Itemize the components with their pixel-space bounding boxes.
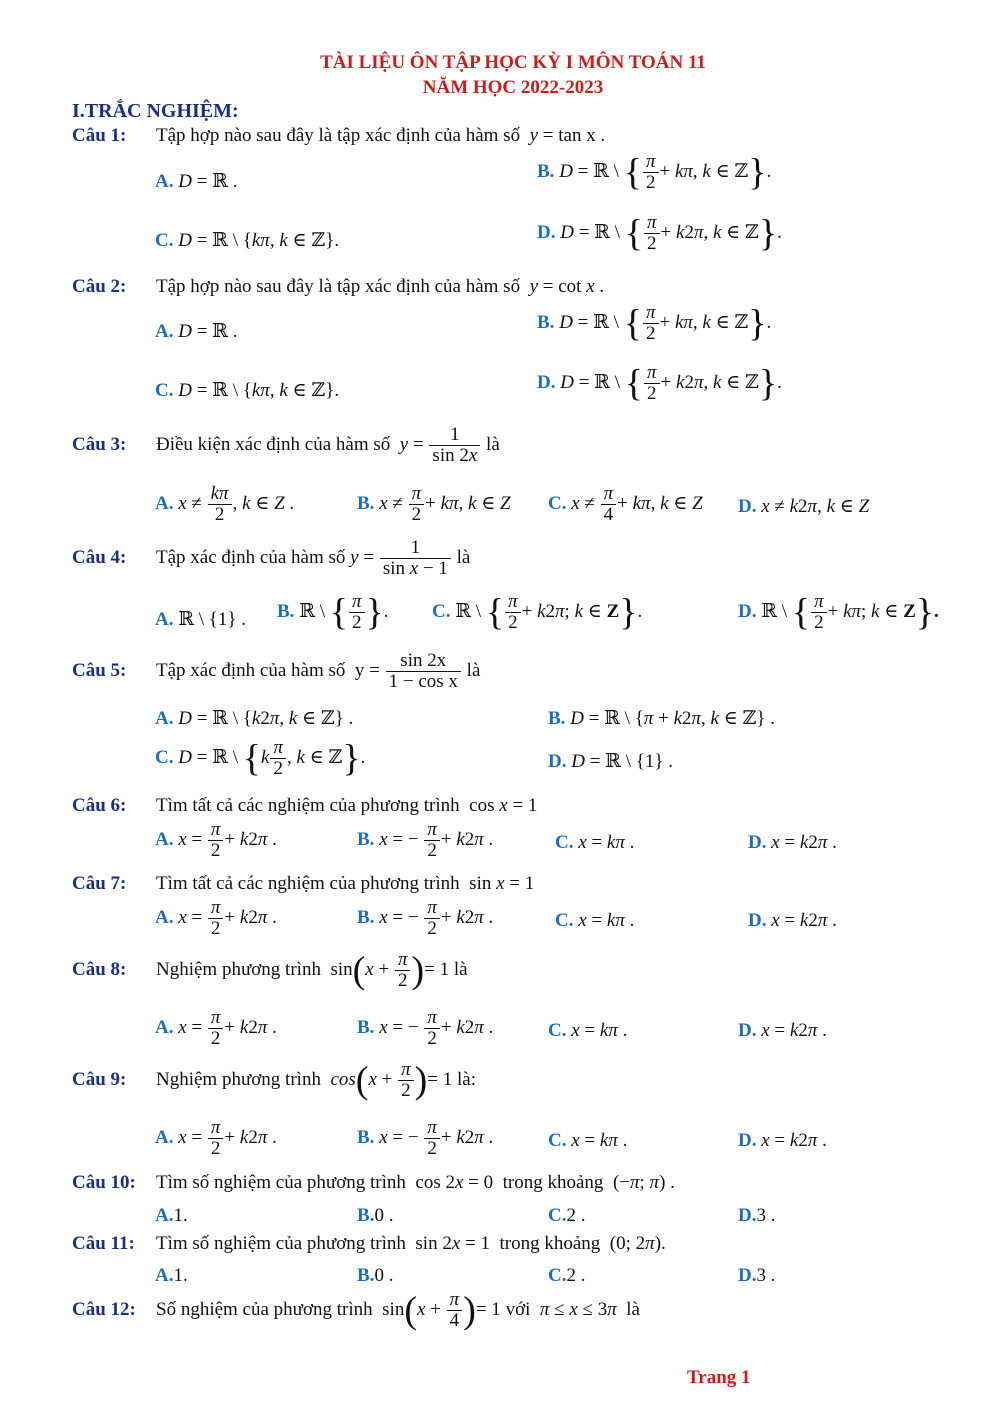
question-8: Câu 8: Nghiệm phương trình sin(x + $\frac{\pi}{2}$ )= 1 là	[72, 949, 468, 992]
option-11d[interactable]: D.3 .	[738, 1265, 776, 1286]
option-9b[interactable]: B. x = − $\frac{\pi}{2}$ + k2π .	[357, 1117, 494, 1159]
option-11b[interactable]: B.0 .	[357, 1265, 394, 1286]
option-3b[interactable]: B. x ≠ $\frac{\pi}{2}$ + kπ, k ∈ Z	[357, 483, 511, 525]
option-8d[interactable]: D. x = k2π .	[738, 1020, 827, 1041]
question-5: Câu 5: Tập xác định của hàm số y = $\frac{\sin 2x}{\text{1 − cos x}}$ là	[72, 650, 481, 692]
option-6b[interactable]: B. x = − $\frac{\pi}{2}$ + k2π .	[357, 819, 494, 861]
option-3d[interactable]: D. x ≠ k2π, k ∈ Z	[738, 496, 870, 517]
option-9a[interactable]: A. x = $\frac{\pi}{2}$ + k2π .	[155, 1117, 277, 1159]
option-9d[interactable]: D. x = k2π .	[738, 1130, 827, 1151]
question-1: Câu 1: Tập hợp nào sau đây là tập xác định của hàm số y = tan x .	[72, 125, 606, 146]
option-6c[interactable]: C. x = kπ .	[555, 832, 635, 853]
option-5b[interactable]: B. D = ℝ \ {π + k2π, k ∈ ℤ} .	[548, 708, 776, 729]
question-9: Câu 9: Nghiệm phương trình cos(x + $\frac{\pi}{2}$ )= 1 là:	[72, 1059, 476, 1102]
option-5d[interactable]: D. D = ℝ \ {1} .	[548, 751, 673, 772]
option-3a[interactable]: A. x ≠ $\frac{k\pi}{2}$ , k ∈ Z .	[155, 483, 295, 525]
option-7b[interactable]: B. x = − $\frac{\pi}{2}$ + k2π .	[357, 897, 494, 939]
option-1c[interactable]: C. D = ℝ \ {kπ, k ∈ ℤ}.	[155, 230, 340, 251]
option-5c[interactable]: C. D = ℝ \ {k $\frac{\pi}{2}$ , k ∈ ℤ}.	[155, 737, 366, 780]
question-10: Câu 10: Tìm số nghiệm của phương trình cos 2x = 0 trong khoảng (−π; π) .	[72, 1172, 675, 1193]
option-8a[interactable]: A. x = $\frac{\pi}{2}$ + k2π .	[155, 1007, 277, 1049]
option-1a[interactable]: A. D = ℝ .	[155, 171, 238, 192]
option-7d[interactable]: D. x = k2π .	[748, 910, 837, 931]
option-6a[interactable]: A. x = $\frac{\pi}{2}$ + k2π .	[155, 819, 277, 861]
option-8b[interactable]: B. x = − $\frac{\pi}{2}$ + k2π .	[357, 1007, 494, 1049]
option-4c[interactable]: C. ℝ \ { $\frac{\pi}{2}$ + k2π; k ∈ Z}.	[432, 591, 643, 634]
option-9c[interactable]: C. x = kπ .	[548, 1130, 628, 1151]
option-2d[interactable]: D. D = ℝ \ { $\frac{\pi}{2}$ + k2π, k ∈ ℤ}.	[537, 362, 782, 405]
question-2: Câu 2: Tập hợp nào sau đây là tập xác định của hàm số y = cot x .	[72, 276, 605, 297]
option-8c[interactable]: C. x = kπ .	[548, 1020, 628, 1041]
option-6d[interactable]: D. x = k2π .	[748, 832, 837, 853]
question-3: Câu 3: Điều kiện xác định của hàm số y = $\frac{1}{\sin 2x}$ là	[72, 424, 500, 466]
option-2a[interactable]: A. D = ℝ .	[155, 321, 238, 342]
option-4a[interactable]: A. ℝ \ {1} .	[155, 609, 247, 630]
option-2b[interactable]: B. D = ℝ \ { $\frac{\pi}{2}$ + kπ, k ∈ ℤ}.	[537, 302, 772, 345]
question-text: Tập hợp nào sau đây là tập xác định của hàm số	[156, 125, 521, 146]
option-3c[interactable]: C. x ≠ $\frac{\pi}{4}$ + kπ, k ∈ Z	[548, 483, 703, 525]
option-4d[interactable]: D. ℝ \ { $\frac{\pi}{2}$ + kπ; k ∈ Z}.	[738, 591, 939, 634]
option-5a[interactable]: A. D = ℝ \ {k2π, k ∈ ℤ} .	[155, 708, 354, 729]
question-4: Câu 4: Tập xác định của hàm số y = $\frac{1}{\text{sin x − 1}}$ là	[72, 537, 471, 579]
option-11c[interactable]: C.2 .	[548, 1265, 586, 1286]
option-10a[interactable]: A.1.	[155, 1205, 188, 1226]
option-7a[interactable]: A. x = $\frac{\pi}{2}$ + k2π .	[155, 897, 277, 939]
school-year: NĂM HỌC 2022-2023	[422, 77, 604, 98]
option-10b[interactable]: B.0 .	[357, 1205, 394, 1226]
question-7: Câu 7: Tìm tất cả các nghiệm của phương trình sin x = 1	[72, 873, 535, 894]
option-1d[interactable]: D. D = ℝ \ { $\frac{\pi}{2}$ + k2π, k ∈ ℤ}.	[537, 212, 782, 255]
question-label: Câu 1:	[72, 125, 127, 146]
option-10d[interactable]: D.3 .	[738, 1205, 776, 1226]
document-title: TÀI LIỆU ÔN TẬP HỌC KỲ I MÔN TOÁN 11	[320, 52, 706, 73]
option-1b[interactable]: B. D = ℝ \ { $\frac{\pi}{2}$ + kπ, k ∈ ℤ}.	[537, 151, 772, 194]
question-6: Câu 6: Tìm tất cả các nghiệm của phương trình cos x = 1	[72, 795, 538, 816]
option-11a[interactable]: A.1.	[155, 1265, 188, 1286]
question-11: Câu 11: Tìm số nghiệm của phương trình sin 2x = 1 trong khoảng (0; 2π).	[72, 1233, 666, 1254]
page-number: Trang 1	[687, 1367, 751, 1388]
option-2c[interactable]: C. D = ℝ \ {kπ, k ∈ ℤ}.	[155, 380, 340, 401]
formula: y	[524, 125, 539, 146]
option-4b[interactable]: B. ℝ \ { $\frac{\pi}{2}$ }.	[277, 591, 389, 634]
option-10c[interactable]: C.2 .	[548, 1205, 586, 1226]
option-7c[interactable]: C. x = kπ .	[555, 910, 635, 931]
question-12: Câu 12: Số nghiệm của phương trình sin(x + $\frac{\pi}{4}$ )= 1 với π ≤ x ≤ 3π là	[72, 1289, 640, 1332]
section-heading: I.TRẮC NGHIỆM:	[72, 100, 239, 122]
